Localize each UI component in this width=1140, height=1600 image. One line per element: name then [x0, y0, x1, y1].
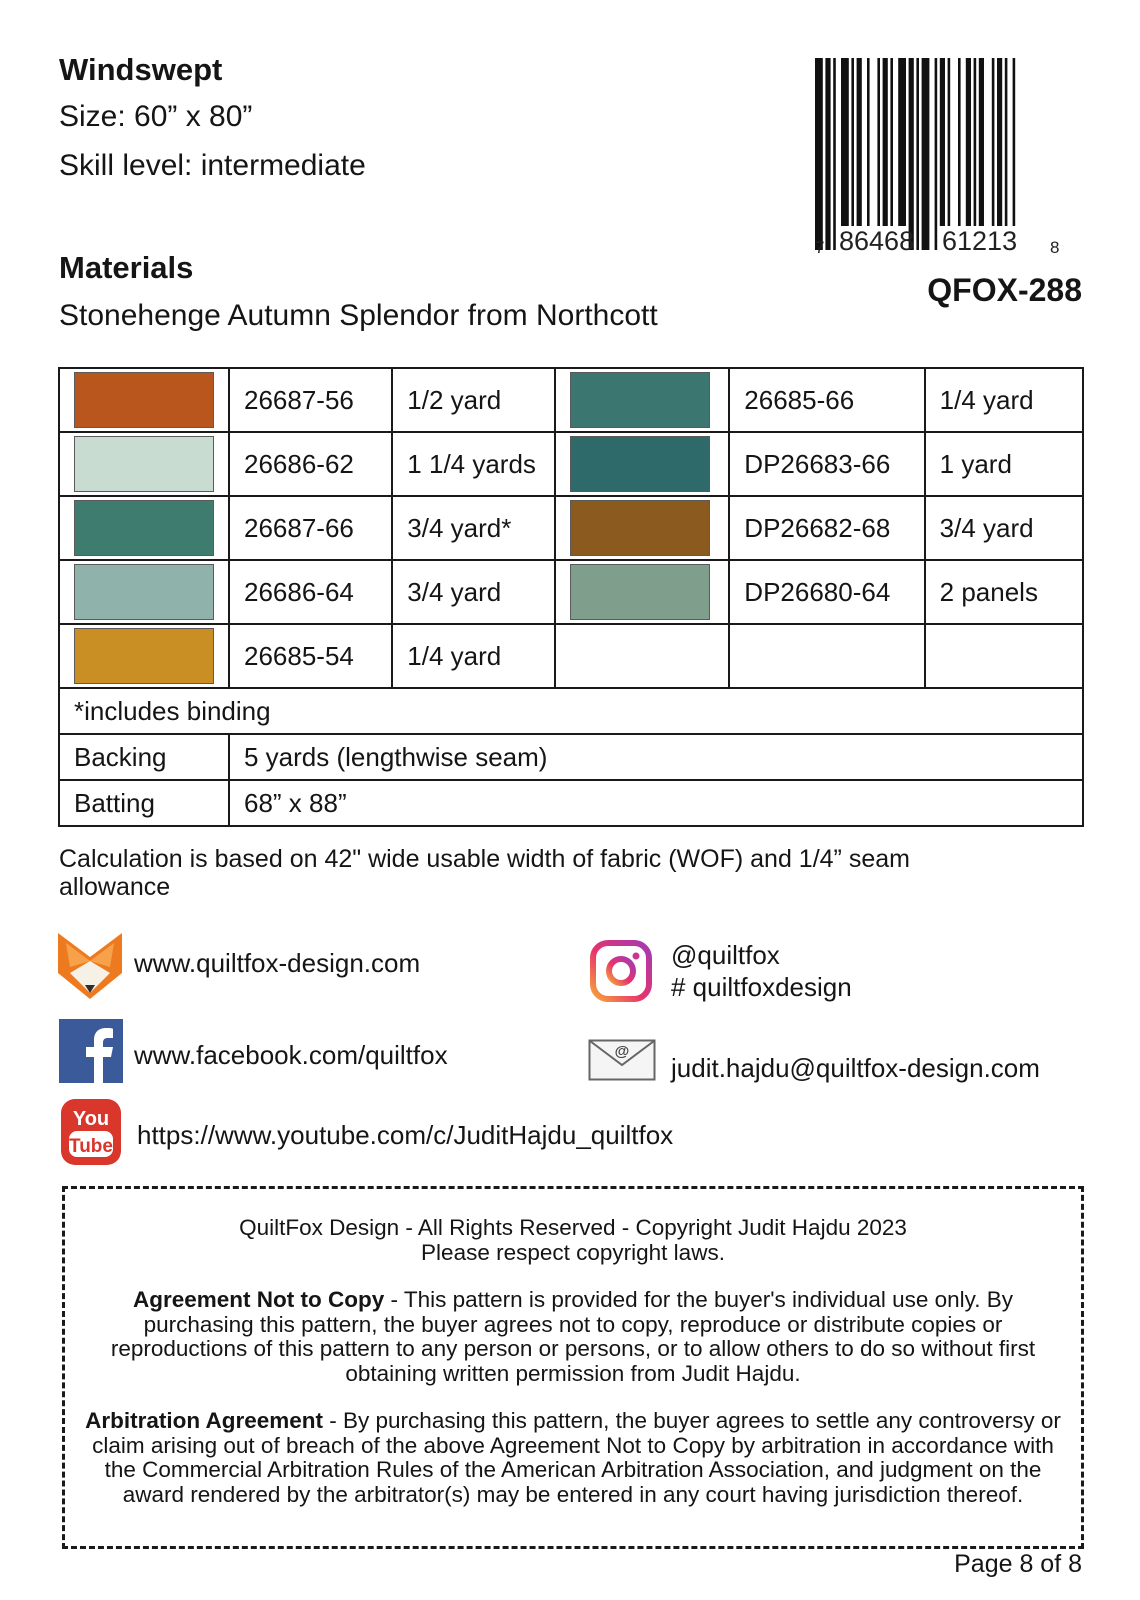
- fabric-code: 26685-66: [729, 368, 924, 432]
- barcode-bar: [909, 58, 914, 250]
- fabric-amount: 1/4 yard: [392, 624, 555, 688]
- barcode-bar: [851, 58, 854, 250]
- fabric-swatch: [74, 564, 214, 620]
- barcode-bars: [815, 58, 1015, 250]
- barcode-bar: [948, 58, 951, 250]
- facebook-link[interactable]: www.facebook.com/quiltfox: [134, 1040, 448, 1070]
- barcode: [815, 58, 1060, 258]
- fabric-swatch: [74, 628, 214, 684]
- instagram-hashtag: # quiltfoxdesign: [671, 972, 852, 1002]
- empty-cell: [555, 624, 729, 688]
- barcode-bar: [1013, 58, 1016, 250]
- pattern-title: Windswept: [59, 52, 223, 87]
- copyright-line-1: QuiltFox Design - All Rights Reserved - Copyright Judit Hajdu 2023: [239, 1215, 907, 1240]
- fabric-swatch: [570, 564, 710, 620]
- fabric-code: 26686-62: [229, 432, 392, 496]
- barcode-bar: [922, 58, 930, 250]
- materials-table: [58, 367, 1084, 827]
- arbitration-title: Arbitration Agreement: [85, 1408, 324, 1433]
- barcode-bar: [877, 58, 880, 250]
- table-row: [59, 688, 1083, 734]
- empty-cell: [729, 624, 924, 688]
- table-row: [59, 368, 1083, 432]
- size-line: Size: 60” x 80”: [59, 100, 253, 133]
- barcode-bar: [890, 58, 893, 250]
- binding-note: *includes binding: [59, 688, 1083, 734]
- fabric-swatch: [74, 372, 214, 428]
- svg-text:@: @: [614, 1043, 630, 1060]
- empty-cell: [925, 624, 1083, 688]
- table-row: [59, 560, 1083, 624]
- barcode-bar: [966, 58, 971, 250]
- fabric-code: DP26680-64: [729, 560, 924, 624]
- youtube-logo-bottom: Tube: [69, 1136, 113, 1157]
- skill-level-line: Skill level: intermediate: [59, 149, 366, 182]
- barcode-bar: [825, 58, 830, 250]
- backing-label: Backing: [59, 734, 229, 780]
- youtube-logo-top: You: [72, 1108, 110, 1130]
- fabric-swatch: [570, 436, 710, 492]
- fabric-code: DP26683-66: [729, 432, 924, 496]
- table-row: [59, 432, 1083, 496]
- barcode-digit-left: 7: [815, 238, 825, 257]
- youtube-icon: [59, 1099, 123, 1165]
- table-row: [59, 624, 1083, 688]
- barcode-bar: [958, 58, 961, 250]
- fabric-code: DP26682-68: [729, 496, 924, 560]
- barcode-bar: [867, 58, 870, 250]
- barcode-bar: [940, 58, 945, 250]
- email-link[interactable]: judit.hajdu@quiltfox-design.com: [671, 1053, 1040, 1083]
- barcode-bar: [841, 58, 849, 250]
- fabric-line-name: Stonehenge Autumn Splendor from Northcott: [59, 299, 658, 332]
- barcode-bar: [979, 58, 984, 250]
- barcode-bar: [898, 58, 906, 250]
- page-number: Page 8 of 8: [954, 1550, 1082, 1578]
- youtube-link[interactable]: https://www.youtube.com/c/JuditHajdu_quiltfox: [137, 1120, 674, 1150]
- barcode-bar: [815, 58, 823, 250]
- barcode-bar: [935, 58, 938, 250]
- instagram-icon: [590, 940, 652, 1002]
- agreement-paragraph: [65, 1288, 1081, 1386]
- barcode-bar: [1005, 58, 1008, 250]
- agreement-text: - This pattern is provided for the buyer's individual use only. By purchasing this pattern, the buyer agrees not to copy, reproduce or distribute copies or reproductions of this pattern to any person or persons, or to allow others to do so without first obtaining written permission from Judit Hajdu.: [110, 1287, 1036, 1386]
- batting-label: Batting: [59, 780, 229, 826]
- barcode-bar: [992, 58, 995, 250]
- fabric-amount: 3/4 yard: [392, 560, 555, 624]
- website-link[interactable]: www.quiltfox-design.com: [134, 948, 421, 978]
- barcode-bar: [833, 58, 836, 250]
- barcode-bar: [916, 58, 919, 250]
- fabric-code: 26686-64: [229, 560, 392, 624]
- legal-notice-box: [62, 1186, 1084, 1549]
- fabric-amount: 1 yard: [925, 432, 1083, 496]
- email-icon: [588, 1039, 656, 1081]
- fabric-swatch: [74, 500, 214, 556]
- fabric-amount: 2 panels: [925, 560, 1083, 624]
- fabric-amount: 1/4 yard: [925, 368, 1083, 432]
- fabric-amount: 1/2 yard: [392, 368, 555, 432]
- table-row: [59, 734, 1083, 780]
- pattern-sku: QFOX-288: [927, 272, 1082, 308]
- arbitration-paragraph: [65, 1409, 1081, 1507]
- table-row: [59, 780, 1083, 826]
- fabric-amount: 3/4 yard: [925, 496, 1083, 560]
- barcode-digit-right: 8: [1050, 238, 1060, 257]
- fabric-swatch: [570, 500, 710, 556]
- fabric-swatch: [74, 436, 214, 492]
- barcode-bar: [883, 58, 888, 250]
- copyright-line-2: Please respect copyright laws.: [421, 1239, 725, 1265]
- table-row: [59, 496, 1083, 560]
- arbitration-text: - By purchasing this pattern, the buyer agrees to settle any controversy or claim arising out of breach of the above Agreement Not to Copy by arbitration in accordance with the Commercial Arbitration Rules of the American Arbitration Association, and judgment on the award rendered by the arbitrator(s) may be entered in any court having jurisdiction thereof.: [92, 1408, 1061, 1507]
- fox-logo-icon: [58, 933, 123, 999]
- barcode-bar: [974, 58, 977, 250]
- backing-value: 5 yards (lengthwise seam): [229, 734, 1083, 780]
- fabric-code: 26687-56: [229, 368, 392, 432]
- facebook-icon: [59, 1019, 123, 1083]
- fabric-code: 26687-66: [229, 496, 392, 560]
- materials-heading: Materials: [59, 250, 194, 285]
- batting-value: 68” x 88”: [229, 780, 1083, 826]
- fabric-amount: 3/4 yard*: [392, 496, 555, 560]
- calculation-note: Calculation is based on 42" wide usable width of fabric (WOF) and 1/4” seam allowance: [59, 845, 910, 901]
- fabric-swatch: [570, 372, 710, 428]
- agreement-title: Agreement Not to Copy: [132, 1287, 385, 1312]
- fabric-code: 26685-54: [229, 624, 392, 688]
- barcode-group-2: 61213: [942, 226, 1018, 256]
- barcode-bar: [857, 58, 862, 250]
- barcode-group-1: 86468: [839, 226, 915, 256]
- copyright-notice: [65, 1216, 1081, 1265]
- barcode-bar: [997, 58, 1002, 250]
- instagram-handle[interactable]: @quiltfox: [671, 940, 780, 970]
- fabric-amount: 1 1/4 yards: [392, 432, 555, 496]
